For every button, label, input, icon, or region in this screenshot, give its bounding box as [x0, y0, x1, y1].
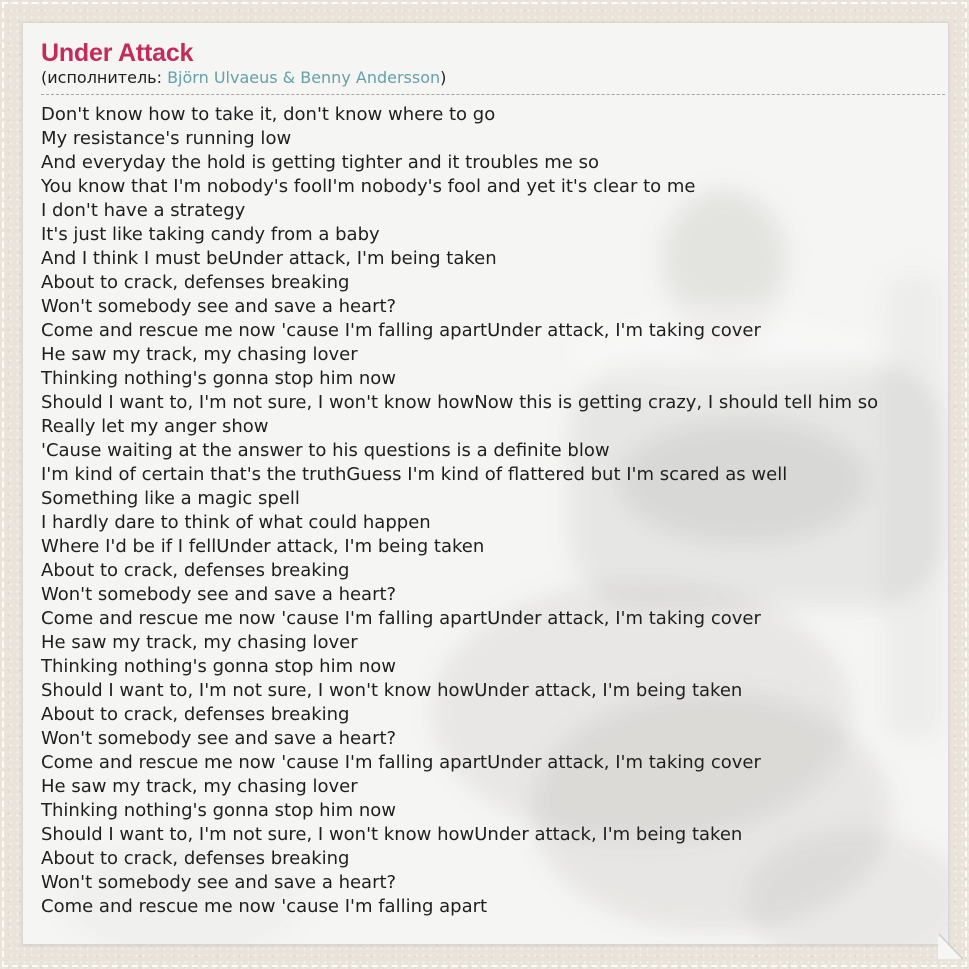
lyric-line: It's just like taking candy from a baby — [41, 224, 380, 245]
lyric-line: Where I'd be if I fellUnder attack, I'm being taken — [41, 536, 485, 557]
lyric-line: Come and rescue me now 'cause I'm falling apart — [41, 896, 488, 917]
lyric-line: Should I want to, I'm not sure, I won't know howUnder attack, I'm being taken — [41, 824, 743, 845]
lyric-line: Come and rescue me now 'cause I'm falling apartUnder attack, I'm taking cover — [41, 320, 761, 341]
lyric-line: Should I want to, I'm not sure, I won't know howUnder attack, I'm being taken — [41, 680, 743, 701]
lyric-line: 'Cause waiting at the answer to his questions is a definite blow — [41, 440, 610, 461]
lyric-line: About to crack, defenses breaking — [41, 848, 350, 869]
lyric-line: Should I want to, I'm not sure, I won't know howNow this is getting crazy, I should tell him so — [41, 392, 879, 413]
lyric-line: About to crack, defenses breaking — [41, 560, 350, 581]
lyric-line: Come and rescue me now 'cause I'm falling apartUnder attack, I'm taking cover — [41, 752, 761, 773]
lyric-line: Come and rescue me now 'cause I'm falling apartUnder attack, I'm taking cover — [41, 608, 761, 629]
artist-label: (исполнитель: — [41, 68, 168, 87]
lyric-line: Thinking nothing's gonna stop him now — [41, 800, 396, 821]
lyrics-panel — [22, 22, 949, 945]
lyric-line: Thinking nothing's gonna stop him now — [41, 656, 396, 677]
lyric-line: Won't somebody see and save a heart? — [41, 728, 397, 749]
lyric-line: Won't somebody see and save a heart? — [41, 584, 397, 605]
lyric-line: He saw my track, my chasing lover — [41, 776, 358, 797]
artist-link[interactable]: Björn Ulvaeus & Benny Andersson — [167, 68, 441, 87]
lyric-line: About to crack, defenses breaking — [41, 272, 350, 293]
lyric-line: Thinking nothing's gonna stop him now — [41, 368, 396, 389]
lyric-line: And everyday the hold is getting tighter and it troubles me so — [41, 152, 599, 173]
lyric-line: I don't have a strategy — [41, 200, 246, 221]
page-title: Under Attack — [41, 39, 194, 67]
lyric-line: He saw my track, my chasing lover — [41, 632, 358, 653]
lyric-line: You know that I'm nobody's foolI'm nobody's fool and yet it's clear to me — [41, 176, 696, 197]
lyric-line: And I think I must beUnder attack, I'm being taken — [41, 248, 497, 269]
artist-line — [41, 68, 945, 95]
lyric-line: My resistance's running low — [41, 128, 292, 149]
lyric-line: Something like a magic spell — [41, 488, 300, 509]
lyrics-text — [41, 103, 945, 919]
lyric-line: Don't know how to take it, don't know where to go — [41, 104, 496, 125]
lyric-line: He saw my track, my chasing lover — [41, 344, 358, 365]
artist-line-close: ) — [440, 68, 447, 87]
lyric-line: Won't somebody see and save a heart? — [41, 296, 397, 317]
lyric-line: Really let my anger show — [41, 416, 269, 437]
lyric-line: I hardly dare to think of what could happen — [41, 512, 431, 533]
lyric-line: I'm kind of certain that's the truthGuess I'm kind of flattered but I'm scared as well — [41, 464, 788, 485]
lyrics-content — [23, 23, 948, 919]
lyric-line: About to crack, defenses breaking — [41, 704, 350, 725]
lyric-line: Won't somebody see and save a heart? — [41, 872, 397, 893]
